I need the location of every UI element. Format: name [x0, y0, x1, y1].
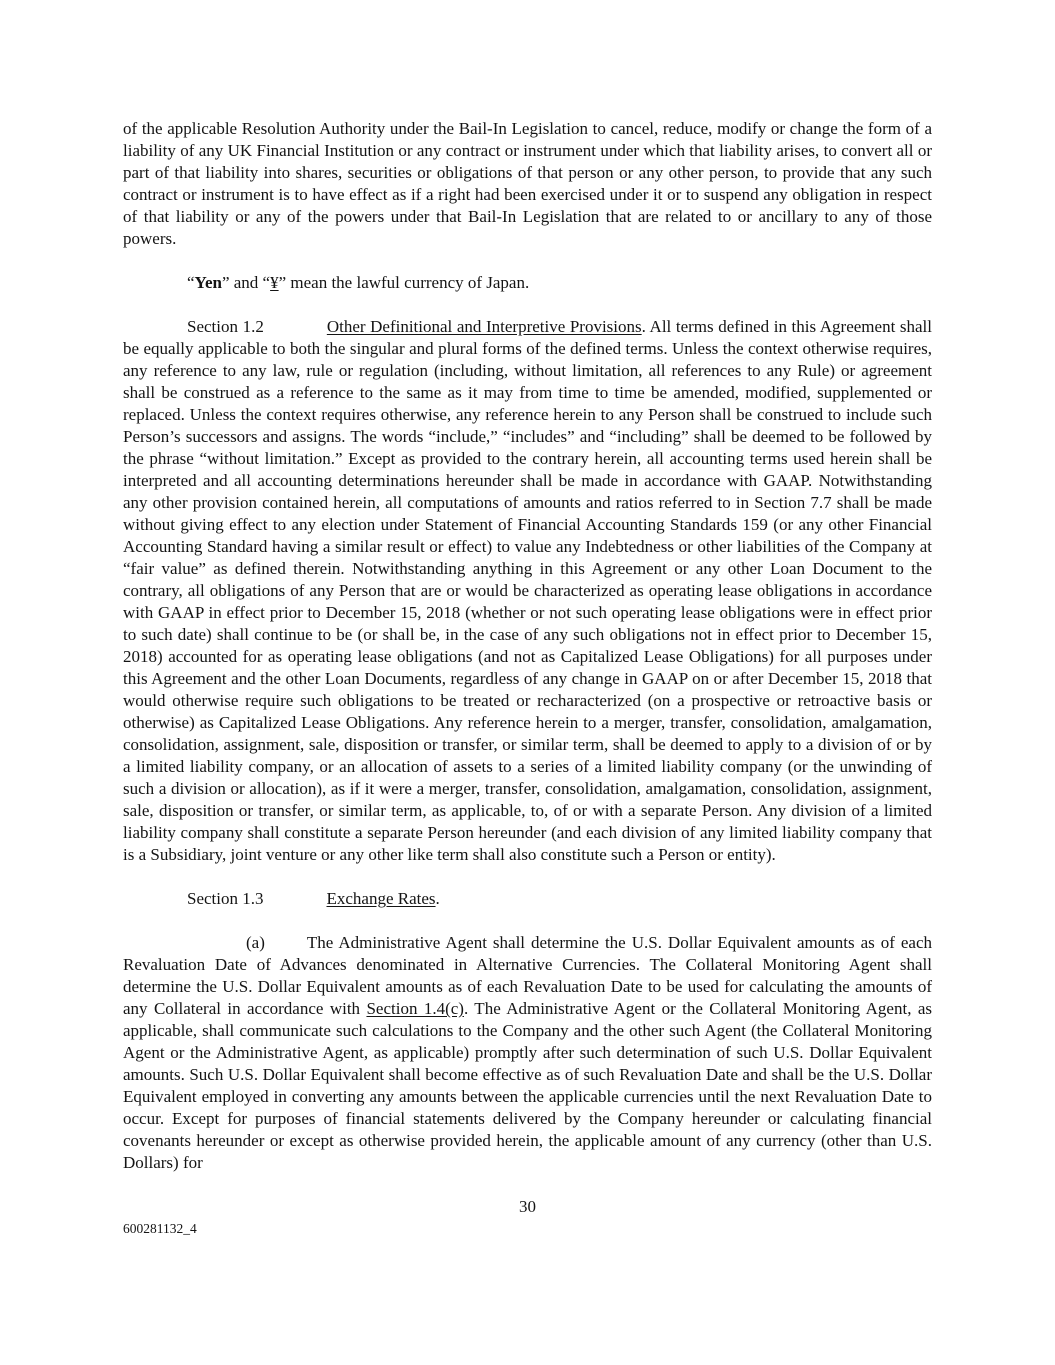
yen-open-quote: “ — [187, 273, 195, 292]
section-1-2-heading-period: . — [641, 317, 646, 336]
section-1-3-label: Section 1.3 — [187, 889, 264, 908]
section-1-3-period: . — [435, 889, 440, 908]
paragraph-a-body-after: . The Administrative Agent or the Collateral Monitoring Agent, as applicable, shall communicate such calculations to the Company and the other such Agent (the Collateral Monitoring Agent or the Administrative Agent, as applicable) promptly after such determination of such U.S. Dollar Equivalent amounts. Such U.S. Dollar Equivalent shall become effective as of such Revaluation Date and shall be the U.S. Dollar Equivalent employed in converting any amounts between the applicable currencies until the next Revaluation Date to occur. Except for purposes of financial statements delivered by the Company hereunder or calculating financial covenants hereunder or except as otherwise provided herein, the applicable amount of any currency (other than U.S. Dollars) for — [123, 999, 932, 1172]
paragraph-bail-in-continuation: of the applicable Resolution Authority under the Bail-In Legislation to cancel, reduce, modify or change the form of a liability of any UK Financial Institution or any contract or instrument under which that liability arises, to convert all or part of that liability into shares, securities or obligations of that person or any other person, to provide that any such contract or instrument is to have effect as if a right had been exercised under it or to suspend any obligation in respect of that liability or any of the powers under that Bail-In Legislation that are related to or ancillary to any of those powers. — [123, 119, 932, 248]
yen-term: Yen — [194, 273, 222, 292]
yen-rest-text: ” mean the lawful currency of Japan. — [278, 273, 530, 292]
section-1-2-body: All terms defined in this Agreement shall be equally applicable to both the singular and plural forms of the defined terms. Unless the context otherwise requires, any reference to any law, rule or regulation (including, without limitation, all references to any Rule) or agreement shall be construed as a reference to the same as it may from time to time be amended, modified, supplemented or replaced. Unless the context requires otherwise, any reference herein to any Person shall be construed to include such Person’s successors and assigns. The words “include,” “includes” and “including” shall be deemed to be followed by the phrase “without limitation.” Except as provided to the contrary herein, all accounting terms used herein shall be interpreted and all accounting determinations hereunder shall be made in accordance with GAAP. Notwithstanding any other provision contained herein, all computations of amounts and ratios referred to in Section 7.7 shall be made without giving effect to any election under Statement of Financial Accounting Standards 159 (or any other Financial Accounting Standard having a similar result or effect) to value any Indebtedness or other liabilities of the Company at “fair value” as defined therein. Notwithstanding anything in this Agreement or any other Loan Document to the contrary, all obligations of any Person that are or would be characterized as operating lease obligations in accordance with GAAP in effect prior to December 15, 2018 (whether or not such operating lease obligations were in effect prior to such date) shall continue to be (or shall be, in the case of any such obligations not in effect prior to December 15, 2018) accounted for as operating lease obligations (and not as Capitalized Lease Obligations) for all purposes under this Agreement and the other Loan Documents, regardless of any change in GAAP on or after December 15, 2018 that would otherwise require such obligations to be treated or recharacterized (on a prospective or retroactive basis or otherwise) as Capitalized Lease Obligations. Any reference herein to a merger, transfer, consolidation, amalgamation, consolidation, assignment, sale, disposition or transfer, or similar term, shall be deemed to apply to a division of or by a limited liability company, or an allocation of assets to a series of a limited liability company (or the unwinding of such a division or allocation), as if it were a merger, transfer, consolidation, amalgamation, consolidation, assignment, sale, disposition or transfer, or similar term, as applicable, to, of or with a separate Person. Any division of a limited liability company shall constitute a separate Person hereunder (and each division of any limited liability company that is a Subsidiary, joint venture or any other like term shall also constitute such a Person or entity). — [123, 317, 932, 864]
paragraph-a-label: (a) — [246, 933, 265, 952]
yen-mid-text: ” and “ — [221, 273, 271, 292]
section-1-2-heading: Other Definitional and Interpretive Provisions — [326, 317, 642, 336]
document-body — [123, 118, 932, 1174]
section-1-2-label: Section 1.2 — [187, 317, 264, 336]
section-1-2-paragraph — [123, 316, 932, 866]
section-1-4c-reference: Section 1.4(c) — [366, 999, 464, 1018]
paragraph-exchange-rates-a — [123, 932, 932, 1174]
yen-symbol: ¥ — [270, 273, 279, 292]
paragraph-a-body-before: The Administrative Agent shall determine the U.S. Dollar Equivalent amounts as of each Revaluation Date of Advances denominated in Alternative Currencies. The Collateral Monitoring Agent shall determine the U.S. Dollar Equivalent amounts as of each Revaluation Date to be used for calculating the amounts of any Collateral in accordance with — [123, 933, 932, 1018]
paragraph-yen-definition — [123, 272, 932, 294]
page-footer — [123, 1196, 932, 1238]
section-1-3-paragraph — [123, 888, 932, 910]
document-id-footer: 600281132_4 — [123, 1221, 197, 1236]
section-1-3-heading: Exchange Rates — [326, 889, 436, 908]
page-number: 30 — [519, 1197, 536, 1216]
